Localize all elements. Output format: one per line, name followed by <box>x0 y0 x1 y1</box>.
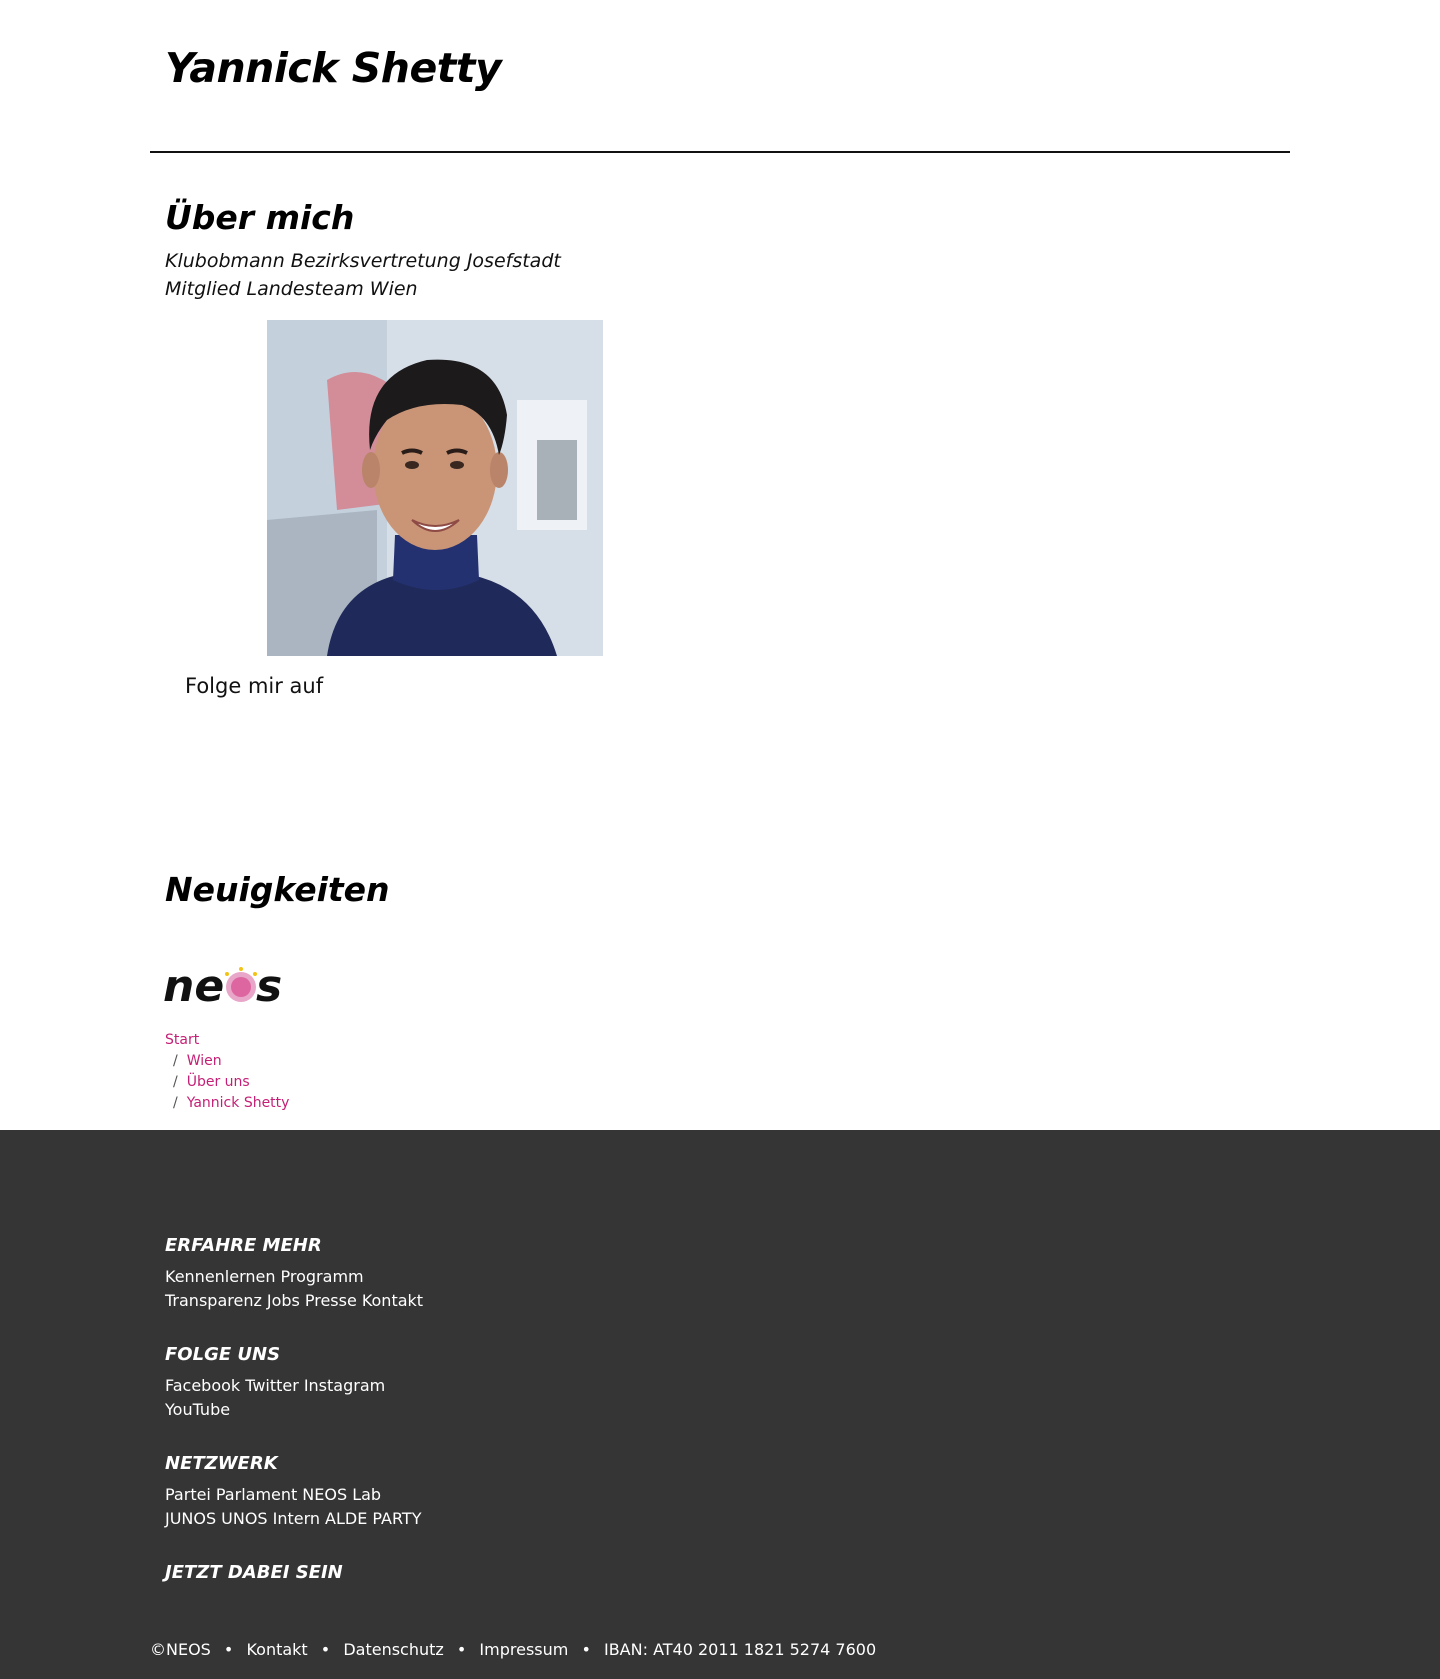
neos-logo-text-s: s <box>256 961 283 1010</box>
footer-copyright: ©NEOS <box>150 1640 211 1659</box>
breadcrumb <box>165 1030 289 1114</box>
breadcrumb-current[interactable]: Yannick Shetty <box>186 1095 290 1111</box>
role-line-2: Mitglied Landesteam Wien <box>165 278 418 300</box>
breadcrumb-separator: / <box>173 1053 178 1069</box>
breadcrumb-ueber-uns[interactable]: Über uns <box>186 1074 250 1090</box>
footer-link-kontakt[interactable]: Kontakt <box>361 1291 424 1310</box>
footer-heading-erfahre-mehr: ERFAHRE MEHR <box>165 1235 322 1256</box>
footer-bullet: • <box>223 1640 234 1659</box>
breadcrumb-start[interactable]: Start <box>165 1032 200 1048</box>
footer-link-junos[interactable]: JUNOS <box>165 1509 217 1528</box>
footer-link-unos[interactable]: UNOS <box>221 1509 268 1528</box>
header-divider <box>150 151 1290 153</box>
breadcrumb-row-wien <box>165 1051 289 1072</box>
footer-link-partei[interactable]: Partei <box>165 1485 211 1504</box>
footer-links-erfahre-mehr <box>165 1265 485 1313</box>
portrait-illustration <box>267 320 603 656</box>
footer-links-netzwerk <box>165 1483 485 1531</box>
breadcrumb-separator: / <box>173 1074 178 1090</box>
follow-me-label: Folge mir auf <box>185 674 324 698</box>
footer-heading-folge-uns: FOLGE UNS <box>165 1344 281 1365</box>
page-title: Yannick Shetty <box>165 44 502 92</box>
footer-iban: IBAN: AT40 2011 1821 5274 7600 <box>603 1640 877 1659</box>
footer-bullet: • <box>320 1640 331 1659</box>
neos-logo[interactable] <box>163 960 293 1010</box>
footer-link-youtube[interactable]: YouTube <box>165 1400 231 1419</box>
footer-link-alde-party[interactable]: ALDE PARTY <box>325 1509 422 1528</box>
footer-link-transparenz[interactable]: Transparenz <box>165 1291 262 1310</box>
footer-links-folge-uns <box>165 1374 485 1422</box>
news-heading: Neuigkeiten <box>165 870 390 909</box>
footer-bottom-datenschutz[interactable]: Datenschutz <box>343 1640 444 1659</box>
footer-bullet: • <box>456 1640 467 1659</box>
about-heading: Über mich <box>165 198 355 237</box>
neos-logo-text-ne: ne <box>163 961 225 1010</box>
portrait-photo <box>267 320 603 656</box>
footer-link-jobs[interactable]: Jobs <box>266 1291 300 1310</box>
footer-link-parlament[interactable]: Parlament <box>215 1485 298 1504</box>
breadcrumb-separator: / <box>173 1095 178 1111</box>
footer-link-intern[interactable]: Intern <box>272 1509 321 1528</box>
breadcrumb-row-ueber-uns <box>165 1072 289 1093</box>
footer-link-programm[interactable]: Programm <box>280 1267 364 1286</box>
footer-bottom-impressum[interactable]: Impressum <box>479 1640 569 1659</box>
site-footer <box>0 1130 1440 1679</box>
footer-link-twitter[interactable]: Twitter <box>245 1376 299 1395</box>
breadcrumb-wien[interactable]: Wien <box>186 1053 222 1069</box>
footer-heading-jetzt-dabei-sein[interactable]: JETZT DABEI SEIN <box>165 1562 343 1583</box>
footer-link-presse[interactable]: Presse <box>304 1291 357 1310</box>
footer-heading-netzwerk: NETZWERK <box>165 1453 278 1474</box>
role-line-1: Klubobmann Bezirksvertretung Josefstadt <box>165 250 561 272</box>
footer-link-facebook[interactable]: Facebook <box>165 1376 241 1395</box>
footer-link-instagram[interactable]: Instagram <box>303 1376 386 1395</box>
footer-bullet: • <box>581 1640 591 1659</box>
footer-bottom-kontakt[interactable]: Kontakt <box>246 1640 308 1659</box>
footer-link-kennenlernen[interactable]: Kennenlernen <box>165 1267 276 1286</box>
footer-link-neos-lab[interactable]: NEOS Lab <box>302 1485 382 1504</box>
breadcrumb-row-current <box>165 1093 289 1114</box>
footer-bottom-bar <box>150 1640 876 1659</box>
